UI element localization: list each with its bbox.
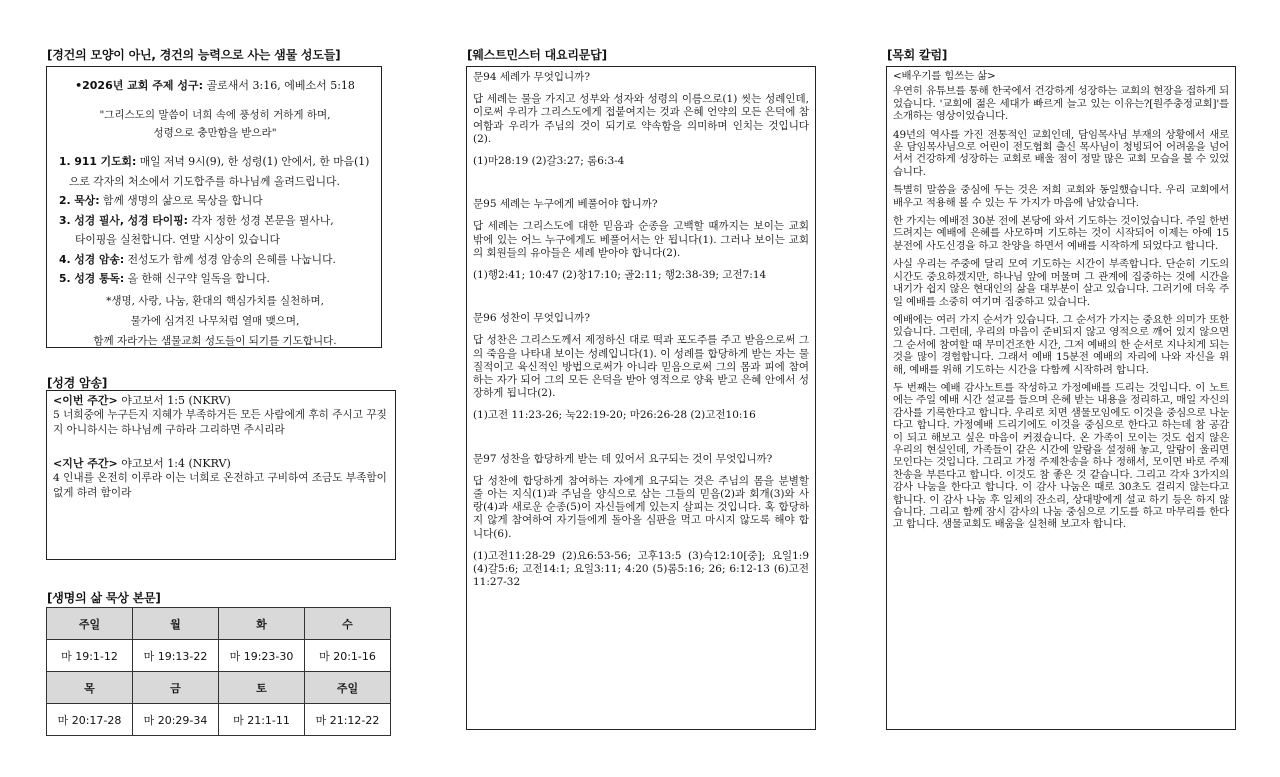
theme-verse-label: •2026년 교회 주제 성구: bbox=[75, 79, 203, 92]
list-item-label: 2. 묵상: bbox=[59, 194, 100, 207]
theme-verse-line bbox=[59, 77, 371, 93]
column-paragraph: 두 번째는 예배 감사노트를 작성하고 가정예배를 드리는 것입니다. 이 노트에는 주일 예배 시간 설교를 들으며 은혜 받는 내용을 정리하고, 매일 자신의 감사를 기록한다고 합니다. 우리로 치면 샘물모임에도 이것을 중심으로 나눈다고 합니다. 가정예배 드리기에도 이것을 중심으로 한다고 하는데 참 공감이 되고 해보고 싶은 마음이 커졌습니다. 온 가족이 모이는 것도 쉽지 않은 우리의 현실인데, 가족들이 같은 시간에 알람을 설정해 놓고, 알람이 울리면 모인다는 것입니다. 그리고 가정 주제찬송을 하나 정해서, 모이면 바로 주제 찬송을 부른다고 합니다. 이것도 참 좋은 것 같습니다. 그리고 각자 3가지의 감사 나눔을 한다고 합니다. 이 감사 나눔은 때로 30초도 걸리지 않는다고 합니다. 이 감사 나눔 후 일체의 잔소리, 상대방에게 설교 하기 등은 하지 않습니다. 그리고 함께 잠시 감사의 나눔 중심으로 기도를 하고 마무리를 한다고 합니다. 샘물교회도 배움을 실천해 보고자 합니다. bbox=[893, 381, 1229, 531]
reading-cell: 마 20:17-28 bbox=[47, 704, 133, 736]
list-item bbox=[59, 152, 371, 172]
pastor-column-box bbox=[886, 66, 1236, 730]
list-item bbox=[59, 269, 371, 289]
answer-97: 답 성찬에 합당하게 참여하는 자에게 요구되는 것은 주님의 몸을 분별할 줄 아는 지식(1)과 주님을 양식으로 삼는 그들의 믿음(2)과 회개(3)와 사랑(4)과 새로운 순종(5)이 자신들에게 있는지 살피는 것입니다. 혹 합당하지 않게 참여하여 자기들에게 돌아올 심판을 먹고 마시지 않도록 해야 합니다(6). bbox=[473, 474, 809, 540]
column-paragraph: 49년의 역사를 가진 전통적인 교회인데, 담임목사님 부재의 상황에서 새로운 담임목사님으로 어린이 전도협회 출신 목사님이 청빙되어 어려움을 넘어서서 건강하게 성장하는 교회로 배울 점이 정말 많은 교회 모습을 볼 수 있었습니다. bbox=[893, 128, 1229, 178]
list-item-label: 1. 911 기도회: bbox=[59, 155, 137, 168]
list-item-text: 타이핑을 실천합니다. 연말 시상이 있습니다 bbox=[75, 233, 280, 246]
day-cell: 수 bbox=[305, 608, 391, 640]
reading-schedule-table bbox=[46, 607, 391, 736]
table-row bbox=[47, 608, 391, 640]
reading-cell: 마 19:1-12 bbox=[47, 640, 133, 672]
column-paragraph: 특별히 말씀을 중심에 두는 것은 저희 교회와 동일했습니다. 우리 교회에서 배우고 적용해 볼 수 있는 두 가지가 마음에 남았습니다. bbox=[893, 184, 1229, 209]
table-row bbox=[47, 704, 391, 736]
column-paragraph: 사실 우리는 주중에 달리 모여 기도하는 시간이 부족합니다. 단순히 기도의 시간도 중요하겠지만, 하나님 앞에 머물며 그 관계에 집중하는 것에 시간을 내기가 쉽지 않은 현대인의 삶을 대부분이 살고 있습니다. 그러기에 더욱 주일 예배를 소중히 여기며 집중하고 있습니다. bbox=[893, 258, 1229, 308]
list-item-text: 각자 정한 성경 본문을 필사나, bbox=[187, 213, 334, 227]
question-97: 문97 성찬을 합당하게 받는 데 있어서 요구되는 것이 무엇입니까? bbox=[473, 452, 773, 465]
section-header-readings: [생명의 삶 묵상 본문] bbox=[47, 591, 161, 605]
section-header-column: [목회 칼럼] bbox=[887, 48, 948, 62]
column-paragraph: 한 가지는 예배전 30분 전에 본당에 와서 기도하는 것이었습니다. 주일 한번 드려지는 예배에 은혜를 사모하며 기도하는 것이 시작되어 이제는 아예 15분전에 사도신경을 하고 찬양을 하면서 예배를 시작하게 되었다고 합니다. bbox=[893, 215, 1229, 252]
last-week-heading bbox=[53, 456, 389, 471]
theme-verse-ref: 골로새서 3:16, 에베소서 5:18 bbox=[203, 79, 355, 92]
reading-cell: 마 19:13-22 bbox=[133, 640, 219, 672]
column-paragraph: 예배에는 여러 가지 순서가 있습니다. 그 순서가 가지는 중요한 의미가 또한 있습니다. 그런데, 우리의 마음이 준비되지 않고 영적으로 깨어 있지 않으면 그 순서에 참여할 때 무미건조한 시간, 그저 예배의 한 순서로 지나치게 되는 것을 많이 경험합니다. 그래서 예배 15분전 예배의 자리에 나와 자신을 위해, 예배를 위해 기도하는 시간을 다함께 시작하려 합니다. bbox=[893, 313, 1229, 376]
closing-line-3: 함께 자라가는 샘물교회 성도들이 되기를 기도합니다. bbox=[93, 334, 337, 347]
discipline-list bbox=[59, 152, 371, 289]
day-cell: 목 bbox=[47, 672, 133, 704]
section-header-memory-verse: [성경 암송] bbox=[47, 376, 108, 390]
this-week-ref: 야고보서 1:5 (NKRV) bbox=[117, 394, 231, 407]
list-item-label: 5. 성경 통독: bbox=[59, 272, 125, 285]
this-week-label: <이번 주간> bbox=[53, 394, 118, 407]
this-week-verse: 5 너희중에 누구든지 지혜가 부족하거든 모든 사람에게 후히 주시고 꾸짖지 아니하시는 하나님께 구하라 그리하면 주시리라 bbox=[53, 409, 387, 436]
this-week-heading bbox=[53, 393, 389, 408]
column-paragraph: 우연히 유튜브를 통해 한국에서 건강하게 성장하는 교회의 현장을 접하게 되었습니다. '교회에 젊은 세대가 빠르게 늘고 있는 이유는?[원주충정교회]'를 소개하는 영상이었습니다. bbox=[893, 85, 1229, 123]
question-94: 문94 세례가 무엇입니까? bbox=[473, 71, 590, 83]
reading-cell: 마 21:1-11 bbox=[219, 704, 305, 736]
list-item-text: 올 한해 신구약 일독을 합니다. bbox=[124, 272, 270, 285]
list-item-text: 매일 저녁 9시(9), 한 성령(1) 안에서, 한 마음(1) bbox=[136, 155, 370, 168]
closing-prayer bbox=[59, 291, 371, 349]
answer-96: 답 성찬은 그리스도께서 제정하신 대로 떡과 포도주를 주고 받음으로써 그의 죽음을 나타내 보이는 성례입니다(1). 이 성례를 합당하게 받는 자는 물질적이고 육신적인 방법으로써가 아니라 믿음으로써 그의 몸과 피에 참여하는 자가 되어 그의 모든 은덕을 받아 영적으로 양육 받고 은혜 안에서 성장하게 됩니다(2). bbox=[473, 334, 809, 400]
catechism-box bbox=[466, 66, 816, 730]
reading-cell: 마 19:23-30 bbox=[219, 640, 305, 672]
theme-quote-line-2: 성령으로 충만함을 받으라" bbox=[153, 127, 277, 139]
list-item bbox=[59, 191, 371, 211]
reading-cell: 마 20:1-16 bbox=[305, 640, 391, 672]
section-header-catechism: [웨스트민스터 대요리문답] bbox=[467, 48, 607, 62]
reading-cell: 마 21:12-22 bbox=[305, 704, 391, 736]
list-item-text: 전성도가 함께 성경 암송의 은혜를 나눕니다. bbox=[124, 252, 336, 266]
section-header-church-theme: [경건의 모양이 아닌, 경건의 능력으로 사는 샘물 성도들] bbox=[47, 48, 341, 62]
closing-line-1: *생명, 사랑, 나눔, 환대의 핵심가치를 실천하며, bbox=[106, 294, 324, 307]
column-title: <배우기를 힘쓰는 삶> bbox=[893, 70, 996, 82]
list-item bbox=[59, 230, 371, 250]
table-row bbox=[47, 672, 391, 704]
reading-cell: 마 20:29-34 bbox=[133, 704, 219, 736]
references-95: (1)행2:41; 10:47 (2)창17:10; 골2:11; 행2:38-39; 고전7:14 bbox=[473, 269, 767, 282]
last-week-verse: 4 인내를 온전히 이루라 이는 너희로 온전하고 구비하여 조금도 부족함이 없게 하려 함이라 bbox=[53, 472, 387, 499]
table-row bbox=[47, 640, 391, 672]
list-item-text: 함께 생명의 삶으로 묵상을 합니다 bbox=[99, 194, 263, 207]
day-cell: 주일 bbox=[47, 608, 133, 640]
memory-verse-box bbox=[46, 390, 396, 560]
day-cell: 토 bbox=[219, 672, 305, 704]
day-cell: 월 bbox=[133, 608, 219, 640]
list-item bbox=[59, 250, 371, 270]
day-cell: 화 bbox=[219, 608, 305, 640]
day-cell: 금 bbox=[133, 672, 219, 704]
question-96: 문96 성찬이 무엇입니까? bbox=[473, 312, 590, 325]
references-97: (1)고전11:28-29 (2)요6:53-56; 고후13:5 (3)슥12:10[중]; 요일1:9 (4)갈5:6; 고전14:1; 요일3:11; 4:20 (5)롬5:16; 26; 6:12-13 (6)고전11:27-32 bbox=[473, 549, 809, 589]
day-cell: 주일 bbox=[305, 672, 391, 704]
references-94: (1)마28:19 (2)갈3:27; 롬6:3-4 bbox=[473, 155, 625, 168]
list-item-text: 으로 각자의 처소에서 기도합주를 하나님께 올려드립니다. bbox=[69, 174, 340, 188]
last-week-ref: 야고보서 1:4 (NKRV) bbox=[117, 457, 231, 470]
church-theme-box bbox=[46, 66, 382, 348]
theme-quote-line-1: "그리스도의 말씀이 너희 속에 풍성히 거하게 하며, bbox=[99, 109, 331, 121]
list-item-label: 3. 성경 필사, 성경 타이핑: bbox=[59, 213, 188, 227]
answer-94: 답 세례는 물을 가지고 성부와 성자와 성령의 이름으로(1) 씻는 성례인데, 이로써 우리가 그리스도에게 접붙여지는 것과 은혜 언약의 모든 은덕에 참여함과 우리가 주님의 것이 되기로 약속함을 의미하며 인치는 것입니다(2). bbox=[473, 93, 809, 145]
last-week-label: <지난 주간> bbox=[53, 457, 118, 470]
answer-95: 답 세례는 그리스도에 대한 믿음과 순종을 고백할 때까지는 보이는 교회 밖에 있는 어느 누구에게도 베풀어서는 안 됩니다(1). 그러나 보이는 교회의 회원들의 유아들은 세례 받아야 합니다(2). bbox=[473, 220, 809, 259]
list-item-label: 4. 성경 암송: bbox=[59, 252, 125, 266]
question-95: 문95 세례는 누구에게 베풀어야 합니까? bbox=[473, 198, 658, 211]
list-item bbox=[59, 172, 371, 192]
references-96: (1)고전 11:23-26; 눅22:19-20; 마26:26-28 (2)고전10:16 bbox=[473, 409, 756, 422]
list-item bbox=[59, 211, 371, 231]
closing-line-2: 물가에 심겨진 나무처럼 열매 맺으며, bbox=[130, 314, 300, 327]
